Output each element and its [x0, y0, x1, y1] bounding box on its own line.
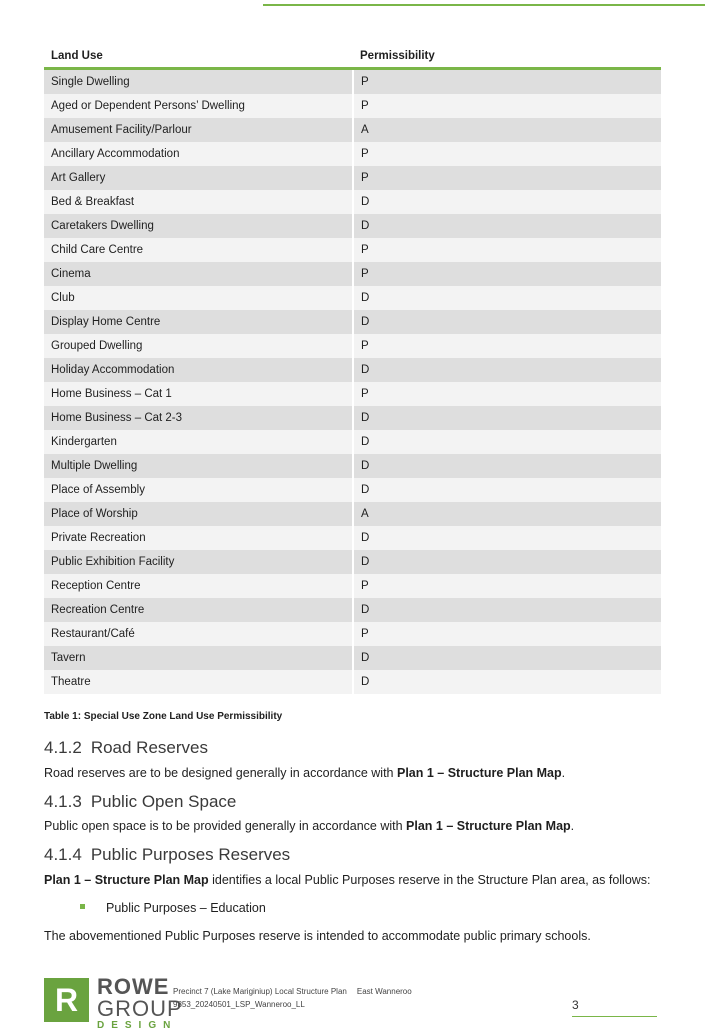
- paragraph-text: Public open space is to be provided generally in accordance with: [44, 819, 407, 833]
- land-use-cell: Ancillary Accommodation: [44, 142, 353, 166]
- land-use-cell: Public Exhibition Facility: [44, 550, 353, 574]
- section-heading-road-reserves: [44, 738, 208, 758]
- section-number: 4.1.2: [44, 738, 82, 757]
- land-use-cell: Theatre: [44, 670, 353, 694]
- permissibility-cell: P: [353, 166, 661, 190]
- table-body: [44, 69, 661, 695]
- land-use-cell: Reception Centre: [44, 574, 353, 598]
- land-use-cell: Kindergarten: [44, 430, 353, 454]
- permissibility-cell: A: [353, 502, 661, 526]
- table-row: [44, 670, 661, 694]
- footer-rule: [572, 1016, 657, 1017]
- footer-document-info: [173, 987, 412, 996]
- land-use-cell: Caretakers Dwelling: [44, 214, 353, 238]
- permissibility-cell: D: [353, 430, 661, 454]
- logo-line-3: DESIGN: [97, 1020, 178, 1031]
- section-heading-public-open-space: [44, 792, 236, 812]
- logo-line-2: GROUP: [97, 996, 183, 1021]
- table-row: [44, 502, 661, 526]
- table-row: [44, 526, 661, 550]
- land-use-cell: Amusement Facility/Parlour: [44, 118, 353, 142]
- table-caption: Table 1: Special Use Zone Land Use Permissibility: [44, 711, 283, 722]
- permissibility-cell: D: [353, 670, 661, 694]
- page-number: 3: [572, 998, 579, 1012]
- logo-line-1: ROWE: [97, 974, 170, 999]
- land-use-cell: Single Dwelling: [44, 69, 353, 95]
- table-row: [44, 190, 661, 214]
- table-row: [44, 238, 661, 262]
- permissibility-cell: P: [353, 574, 661, 598]
- list-item-text: Public Purposes – Education: [106, 901, 266, 915]
- land-use-cell: Holiday Accommodation: [44, 358, 353, 382]
- permissibility-cell: D: [353, 550, 661, 574]
- table-row: [44, 262, 661, 286]
- column-header-land-use: Land Use: [44, 44, 353, 69]
- public-purposes-intro: [44, 873, 651, 887]
- land-use-cell: Bed & Breakfast: [44, 190, 353, 214]
- table-row: [44, 646, 661, 670]
- paragraph-text: .: [561, 766, 566, 780]
- permissibility-cell: A: [353, 118, 661, 142]
- permissibility-cell: P: [353, 622, 661, 646]
- table-row: [44, 478, 661, 502]
- plan-reference: Plan 1 – Structure Plan Map: [397, 766, 562, 780]
- table-header-row: [44, 44, 661, 69]
- logo-mark-letter: R: [54, 982, 79, 1018]
- footer-location: East Wanneroo: [356, 987, 412, 996]
- permissibility-cell: D: [353, 310, 661, 334]
- land-use-cell: Cinema: [44, 262, 353, 286]
- land-use-cell: Restaurant/Café: [44, 622, 353, 646]
- permissibility-cell: P: [353, 238, 661, 262]
- land-use-cell: Home Business – Cat 1: [44, 382, 353, 406]
- land-use-cell: Recreation Centre: [44, 598, 353, 622]
- land-use-cell: Grouped Dwelling: [44, 334, 353, 358]
- rowe-group-logo-icon: [44, 978, 89, 1022]
- permissibility-cell: D: [353, 646, 661, 670]
- table-row: [44, 310, 661, 334]
- permissibility-cell: P: [353, 142, 661, 166]
- permissibility-cell: D: [353, 454, 661, 478]
- table-row: [44, 406, 661, 430]
- land-use-cell: Display Home Centre: [44, 310, 353, 334]
- land-use-cell: Tavern: [44, 646, 353, 670]
- permissibility-cell: P: [353, 94, 661, 118]
- table-row: [44, 286, 661, 310]
- table-row: [44, 430, 661, 454]
- permissibility-cell: D: [353, 598, 661, 622]
- footer-doc-title: Precinct 7 (Lake Mariginiup) Local Structure Plan: [173, 987, 347, 996]
- permissibility-cell: D: [353, 286, 661, 310]
- land-use-cell: Club: [44, 286, 353, 310]
- plan-reference: Plan 1 – Structure Plan Map: [44, 873, 209, 887]
- public-purposes-closing: The abovementioned Public Purposes reserve is intended to accommodate public primary schools.: [44, 929, 591, 943]
- permissibility-cell: D: [353, 358, 661, 382]
- column-header-permissibility: Permissibility: [353, 44, 661, 69]
- bullet-square-icon: [80, 904, 85, 909]
- table-row: [44, 622, 661, 646]
- list-item: [80, 901, 266, 915]
- land-use-cell: Multiple Dwelling: [44, 454, 353, 478]
- permissibility-cell: D: [353, 526, 661, 550]
- permissibility-cell: P: [353, 334, 661, 358]
- table-row: [44, 69, 661, 95]
- permissibility-cell: D: [353, 478, 661, 502]
- header-rule: [263, 4, 705, 6]
- paragraph-text: .: [570, 819, 575, 833]
- permissibility-cell: P: [353, 69, 661, 95]
- land-use-cell: Home Business – Cat 2-3: [44, 406, 353, 430]
- permissibility-cell: D: [353, 190, 661, 214]
- section-number: 4.1.4: [44, 845, 82, 864]
- section-heading-public-purposes-reserves: [44, 845, 290, 865]
- section-title: Public Purposes Reserves: [90, 845, 291, 864]
- permissibility-cell: P: [353, 262, 661, 286]
- land-use-cell: Child Care Centre: [44, 238, 353, 262]
- permissibility-cell: D: [353, 406, 661, 430]
- public-open-space-paragraph: [44, 819, 574, 833]
- table-row: [44, 550, 661, 574]
- land-use-cell: Aged or Dependent Persons’ Dwelling: [44, 94, 353, 118]
- table-row: [44, 358, 661, 382]
- table-row: [44, 598, 661, 622]
- permissibility-cell: P: [353, 382, 661, 406]
- table-row: [44, 166, 661, 190]
- paragraph-text: Road reserves are to be designed generally in accordance with: [44, 766, 397, 780]
- table-row: [44, 94, 661, 118]
- company-logo-wordmark: [97, 976, 183, 1031]
- permissibility-cell: D: [353, 214, 661, 238]
- road-reserves-paragraph: [44, 766, 565, 780]
- section-title: Road Reserves: [90, 738, 208, 757]
- land-use-cell: Place of Worship: [44, 502, 353, 526]
- table-row: [44, 214, 661, 238]
- plan-reference: Plan 1 – Structure Plan Map: [406, 819, 571, 833]
- land-use-cell: Art Gallery: [44, 166, 353, 190]
- table-row: [44, 382, 661, 406]
- table-row: [44, 454, 661, 478]
- paragraph-text: identifies a local Public Purposes reserve in the Structure Plan area, as follows:: [208, 873, 651, 887]
- section-number: 4.1.3: [44, 792, 82, 811]
- land-use-cell: Private Recreation: [44, 526, 353, 550]
- land-use-cell: Place of Assembly: [44, 478, 353, 502]
- land-use-table: [44, 44, 661, 694]
- table-row: [44, 142, 661, 166]
- table-row: [44, 118, 661, 142]
- table-row: [44, 574, 661, 598]
- footer-doc-ref: 9853_20240501_LSP_Wanneroo_LL: [173, 1000, 305, 1009]
- section-title: Public Open Space: [90, 792, 237, 811]
- table-row: [44, 334, 661, 358]
